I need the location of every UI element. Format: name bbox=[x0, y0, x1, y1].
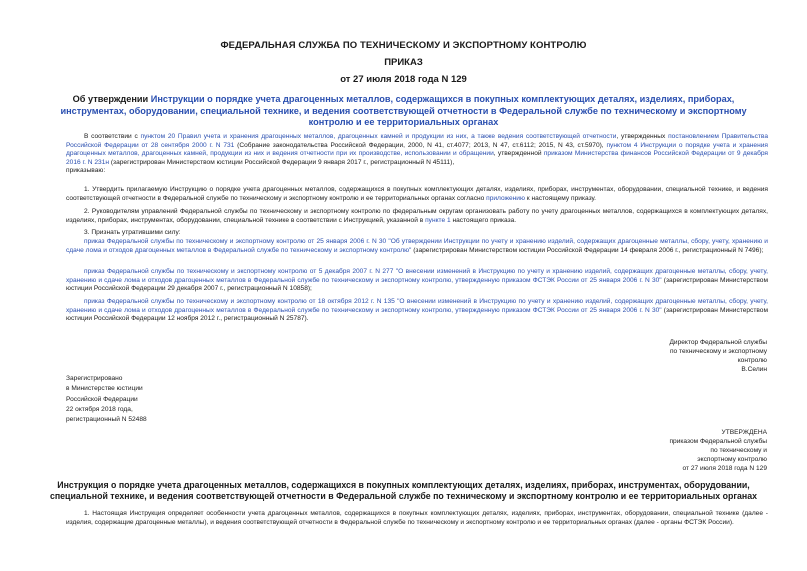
repealed-2-text: (зарегистрирован Министерством юстиции Российской Федерации 29 декабря 2007 г., регистрационный N 10858); bbox=[66, 276, 768, 293]
order-title bbox=[40, 94, 767, 129]
link-order-277[interactable]: приказ Федеральной службы по техническому и экспортному контролю от 5 декабря 2007 г. N 277 "О внесении изменений в Инструкцию по учету и хранению изделий, содержащих драгоценные металлы, сбору, учету, хранению и сдаче лома и отходов драгоценных металлов в Федеральной службе по техническому и экспортному контролю, утвержденную приказом ФСТЭК России от 25 января 2006 г. N 30" bbox=[66, 268, 768, 284]
title-instruction-link[interactable]: Инструкции о порядке учета драгоценных металлов, содержащихся в покупных комплектующих деталях, изделиях, приборах, инструментах, оборудовании, специальной технике, и ведения соответствующей отчетности в Федеральной службе по техническому и экспортному контролю и ее территориальных органах bbox=[60, 94, 747, 127]
repealed-1-text: (зарегистрирован Министерством юстиции Российской Федерации 14 февраля 2006 г., регистрационный N 7496); bbox=[411, 246, 764, 254]
link-government-decree-731[interactable]: постановлением Правительства Российской Федерации от 28 сентября 2000 г. N 731 bbox=[66, 133, 769, 149]
approval-line: приказом Федеральной службы bbox=[669, 438, 767, 445]
item-2-text-1: 2. Руководителям управлений Федеральной службы по техническому и экспортному контролю по федеральным округам организовать работу по учету драгоценных металлов, содержащихся в комплектующих деталях, изделиях, приборах, инструментах, оборудовании, специальной технике в соответствии с Инструкцией, указанной в bbox=[66, 208, 768, 224]
paragraph-repealed-2 bbox=[66, 268, 768, 294]
link-point-1[interactable]: пункте 1 bbox=[425, 216, 451, 224]
approval-date: от 27 июля 2018 года N 129 bbox=[682, 465, 767, 472]
preamble-text-3: (Собрание законодательства Российской Федерации, 2000, N 41, ст.4077; 2013, N 47, ст.6112; 2015, N 43, ст.5970), bbox=[234, 141, 607, 149]
registration-date: 22 октября 2018 года, bbox=[66, 405, 133, 413]
registration-number: регистрационный N 52488 bbox=[66, 416, 147, 424]
signature-line: контролю bbox=[737, 357, 767, 364]
preamble-text-5: (зарегистрирован Министерством юстиции Российской Федерации 9 января 2017 г., регистрационный N 45111), bbox=[109, 158, 455, 166]
doc-type-heading: ПРИКАЗ bbox=[384, 57, 423, 68]
preamble-text-4: , утвержденной bbox=[493, 150, 544, 158]
approval-line: по техническому и bbox=[710, 447, 767, 454]
instruction-paragraph-1: 1. Настоящая Инструкция определяет особенности учета драгоценных металлов, содержащихся в покупных комплектующих деталях, изделиях, приборах, инструментах, оборудовании, специальной технике (далее - изделия, содержащие драгоценные металлы), и ведения соответствующей отчетности в Федеральной службе по техническому и экспортному контролю и ее территориальных органах (далее - органы ФСТЭК России). bbox=[66, 510, 768, 526]
signature-line: Директор Федеральной службы bbox=[669, 339, 767, 346]
paragraph-repealed-1 bbox=[66, 238, 768, 255]
preamble-order-word: приказываю: bbox=[66, 167, 106, 175]
repealed-3-text: (зарегистрирован Министерством юстиции Российской Федерации 12 ноября 2012 г., регистрационный N 25787). bbox=[66, 306, 768, 323]
item-1-text-2: к настоящему приказу. bbox=[524, 194, 596, 202]
approval-line: экспортному контролю bbox=[697, 456, 767, 463]
agency-heading: ФЕДЕРАЛЬНАЯ СЛУЖБА ПО ТЕХНИЧЕСКОМУ И ЭКСПОРТНОМУ КОНТРОЛЮ bbox=[220, 40, 587, 51]
link-order-135[interactable]: приказ Федеральной службы по техническому и экспортному контролю от 18 октября 2012 г. N 135 "О внесении изменений в Инструкцию по учету и хранению изделий, содержащих драгоценные металлы, сбору, учету, хранению и сдаче лома и отходов драгоценных металлов в Федеральной службе по техническому и экспортному контролю, утвержденную приказом ФСТЭК России от 25 января 2006 г. N 30" bbox=[66, 298, 768, 314]
instruction-title: Инструкция о порядке учета драгоценных металлов, содержащихся в покупных комплектующих деталях, изделиях, приборах, инструментах, оборудовании, специальной технике, и ведения соответствующей отчетности в Федеральной службе по техническому и экспортному контролю и ее территориальных органах bbox=[49, 480, 758, 502]
registration-line: Зарегистрировано bbox=[66, 375, 123, 382]
registration-block bbox=[66, 374, 147, 425]
link-rules-point-20[interactable]: пунктом 20 Правил учета и хранения драгоценных металлов, драгоценных камней и продукции из них, а также ведения соответствующей отчетности bbox=[140, 133, 617, 140]
approval-block bbox=[669, 428, 767, 473]
link-appendix[interactable]: приложению bbox=[486, 194, 525, 202]
signature-block bbox=[669, 338, 767, 374]
link-minfin-order-231n[interactable]: приказом Министерства финансов Российской Федерации от 9 декабря 2016 г. N 231н bbox=[66, 150, 769, 166]
date-number-heading: от 27 июля 2018 года N 129 bbox=[340, 74, 467, 85]
registration-line: Российской Федерации bbox=[66, 395, 138, 403]
item-2-text-2: настоящего приказа. bbox=[450, 216, 517, 224]
signature-name: В.Селин bbox=[741, 366, 767, 373]
preamble-text-2: , утвержденных bbox=[616, 133, 669, 140]
title-prefix: Об утверждении bbox=[72, 94, 151, 104]
item-1-text-1: 1. Утвердить прилагаемую Инструкцию о порядке учета драгоценных металлов, содержащихся в покупных комплектующих деталях, изделиях, приборах, инструментах, оборудовании, специальной технике, и ведения соответствующей отчетности в Федеральной службе по техническому и экспортному контролю и ее территориальных органах согласно bbox=[66, 186, 768, 202]
link-instruction-point-4[interactable]: пунктом 4 Инструкции о порядке учета и хранения драгоценных металлов, драгоценных камней, продукции из них и ведения отчетности при их производстве, использовании и обращении bbox=[66, 141, 768, 158]
signature-line: по техническому и экспортному bbox=[669, 348, 767, 355]
paragraph-item-3: 3. Признать утратившими силу: bbox=[84, 229, 181, 236]
registration-line: в Министерстве юстиции bbox=[66, 385, 143, 393]
paragraph-preamble bbox=[66, 133, 768, 176]
approval-line: УТВЕРЖДЕНА bbox=[721, 429, 767, 436]
link-order-30[interactable]: приказ Федеральной службы по техническому и экспортному контролю от 25 января 2006 г. N 30 "Об утверждении Инструкции по учету и хранению изделий, содержащих драгоценные металлы, сбору, учету, хранению и сдаче лома и отходов драгоценных металлов в Федеральной службе по техническому и экспортному контролю" bbox=[66, 238, 768, 254]
paragraph-item-2 bbox=[66, 208, 768, 225]
paragraph-item-1 bbox=[66, 186, 768, 203]
paragraph-repealed-3 bbox=[66, 298, 768, 324]
preamble-text-1: В соответствии с bbox=[84, 133, 141, 140]
